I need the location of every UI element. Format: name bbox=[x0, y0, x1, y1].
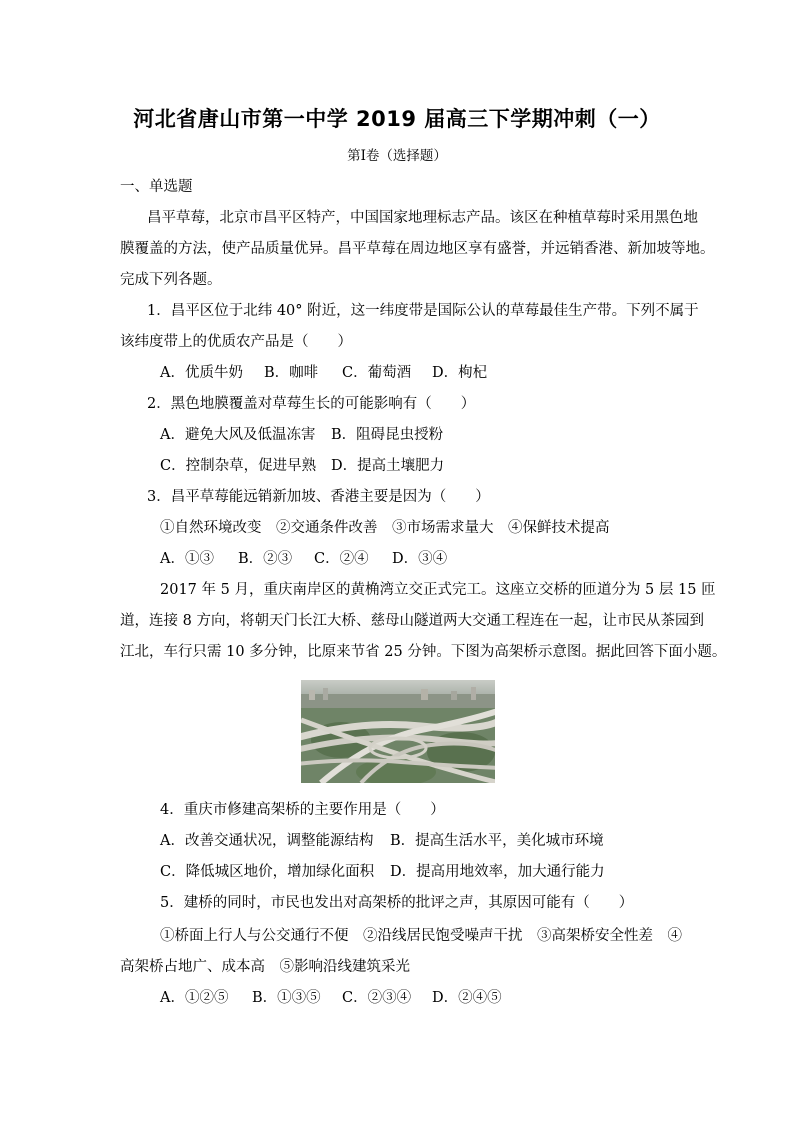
section-heading: 一、单选题 bbox=[120, 179, 193, 195]
q2-stem: 2．黑色地膜覆盖对草莓生长的可能影响有（ ） bbox=[147, 396, 476, 412]
q5-option-c: C．②③④ bbox=[342, 990, 412, 1006]
q5-items-line1: ①桥面上行人与公交通行不便 ②沿线居民饱受噪声干扰 ③高架桥安全性差 ④ bbox=[160, 928, 682, 944]
q5-option-d: D．②④⑤ bbox=[432, 990, 502, 1006]
passage1-line3: 完成下列各题。 bbox=[120, 272, 222, 288]
q2-option-c: C．控制杂草，促进早熟 bbox=[160, 458, 317, 474]
page-title: 河北省唐山市第一中学 2019 届高三下学期冲刺（一） bbox=[133, 107, 661, 131]
q3-option-d: D．③④ bbox=[392, 551, 448, 567]
q3-stem: 3．昌平草莓能远销新加坡、香港主要是因为（ ） bbox=[147, 489, 490, 505]
passage2-line1: 2017 年 5 月，重庆南岸区的黄桷湾立交正式完工。这座立交桥的匝道分为 5 层 15 匝 bbox=[160, 582, 716, 598]
passage1-line2: 膜覆盖的方法，使产品质量优异。昌平草莓在周边地区享有盛誉，并远销香港、新加坡等地。 bbox=[120, 241, 715, 257]
q1-stem-line1: 1．昌平区位于北纬 40° 附近，这一纬度带是国际公认的草莓最佳生产带。下列不属于 bbox=[147, 303, 699, 319]
passage2-line3: 江北，车行只需 10 多分钟，比原来节省 25 分钟。下图为高架桥示意图。据此回答下面小题。 bbox=[120, 644, 727, 660]
passage1-line1: 昌平草莓，北京市昌平区特产，中国国家地理标志产品。该区在种植草莓时采用黑色地 bbox=[147, 210, 698, 226]
q3-items: ①自然环境改变 ②交通条件改善 ③市场需求量大 ④保鲜技术提高 bbox=[160, 520, 610, 536]
q4-stem: 4．重庆市修建高架桥的主要作用是（ ） bbox=[160, 802, 445, 818]
q2-option-a: A．避免大风及低温冻害 bbox=[160, 427, 316, 443]
q2-option-b: B．阻碍昆虫授粉 bbox=[331, 427, 444, 443]
passage2-line2: 道，连接 8 方向，将朝天门长江大桥、慈母山隧道两大交通工程连在一起，让市民从茶园到 bbox=[120, 613, 704, 629]
q4-option-d: D．提高用地效率，加大通行能力 bbox=[390, 864, 605, 880]
q5-stem: 5．建桥的同时，市民也发出对高架桥的批评之声，其原因可能有（ ） bbox=[160, 895, 634, 911]
q3-option-c: C．②④ bbox=[314, 551, 369, 567]
q2-option-d: D．提高土壤肥力 bbox=[331, 458, 445, 474]
q5-option-b: B．①③⑤ bbox=[252, 990, 321, 1006]
q1-option-c: C．葡萄酒 bbox=[342, 365, 412, 381]
q4-option-c: C．降低城区地价，增加绿化面积 bbox=[160, 864, 375, 880]
q4-option-b: B．提高生活水平，美化城市环境 bbox=[390, 833, 604, 849]
q4-option-a: A．改善交通状况，调整能源结构 bbox=[160, 833, 374, 849]
q5-items-line2: 高架桥占地广、成本高 ⑤影响沿线建筑采光 bbox=[120, 959, 410, 975]
q1-option-a: A．优质牛奶 bbox=[160, 365, 243, 381]
section-subtitle: 第Ⅰ卷（选择题） bbox=[347, 148, 447, 164]
q3-option-a: A．①③ bbox=[160, 551, 214, 567]
overpass-photo bbox=[301, 680, 495, 783]
q3-option-b: B．②③ bbox=[238, 551, 293, 567]
q1-option-d: D．枸杞 bbox=[432, 365, 488, 381]
q1-stem-line2: 该纬度带上的优质农产品是（ ） bbox=[120, 334, 352, 350]
q1-option-b: B．咖啡 bbox=[264, 365, 319, 381]
q5-option-a: A．①②⑤ bbox=[160, 990, 229, 1006]
